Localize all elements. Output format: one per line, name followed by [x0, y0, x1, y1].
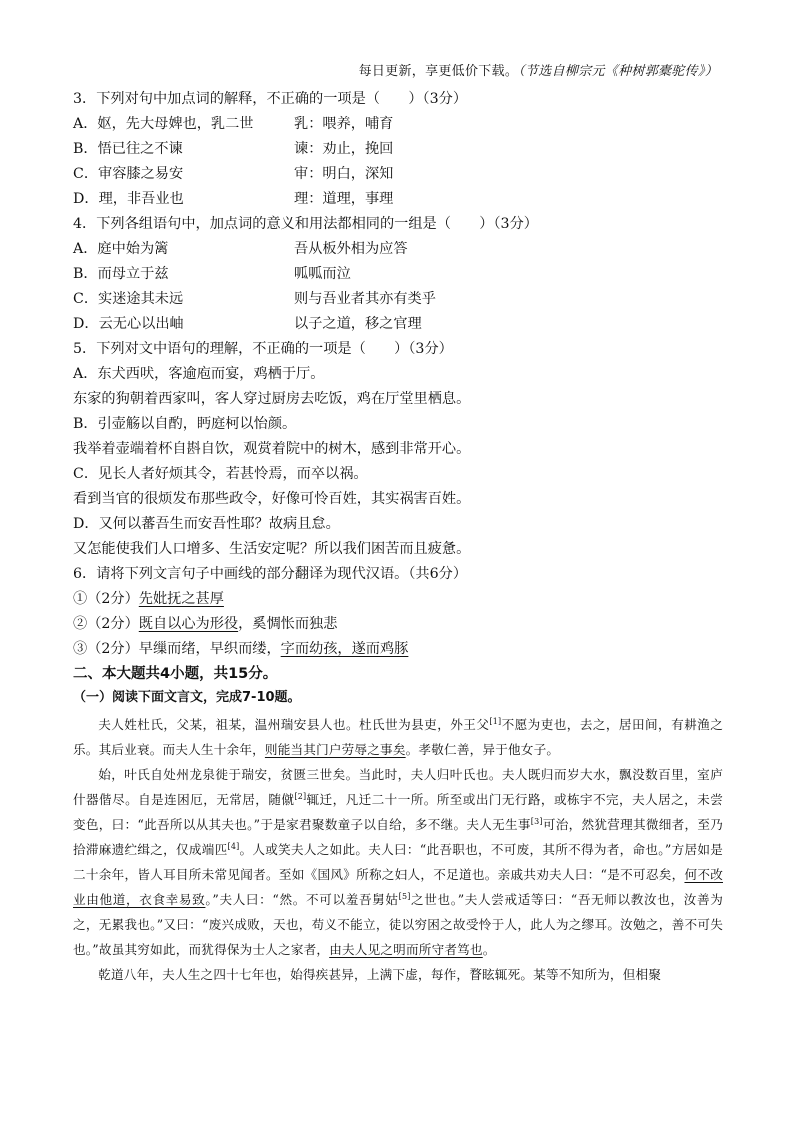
underlined-sentence-3: 由夫人见之明而所守者笃也 — [329, 942, 483, 957]
q3-stem: 3．下列对句中加点词的解释，不正确的一项是（ ）（3分） — [73, 91, 468, 107]
footnote-ref-3: [3] — [530, 817, 543, 826]
q5-option-d: D．又何以蕃吾生而安吾性耶？故病且怠。 — [73, 516, 340, 532]
q5-explanation-c: 看到当官的很烦发布那些政令，好像可怜百姓，其实祸害百姓。 — [73, 491, 471, 507]
footnote-ref-2: [2] — [294, 792, 307, 801]
q3-option-c: C．审容膝之易安 审：明白，深知 — [73, 166, 394, 182]
q5-explanation-b: 我举着壶端着杯自斟自饮，观赏着院中的树木，感到非常开心。 — [73, 441, 471, 457]
subsection-title: （一）阅读下面文言文，完成7-10题。 — [73, 690, 301, 705]
section-title: 二、本大题共4小题，共15分。 — [73, 666, 278, 682]
underlined-sentence-1: 则能当其门户劳辱之事矣 — [264, 742, 406, 757]
footnote-ref-1: [1] — [489, 717, 502, 726]
q4-option-b: B．而母立于兹 呱呱而泣 — [73, 266, 351, 282]
q4-option-d: D．云无心以出岫 以子之道，移之官理 — [73, 316, 422, 332]
q3-option-a: A．妪，先大母婢也，乳二世 乳：喂养，哺育 — [73, 116, 394, 132]
q3-option-b: B．悟已往之不谏 谏：劝止，挽回 — [73, 141, 394, 157]
q5-option-a: A．东犬西吠，客逾庖而宴，鸡栖于厅。 — [73, 366, 325, 382]
q5-explanation-a: 东家的狗朝着西家叫，客人穿过厨房去吃饭，鸡在厅堂里栖息。 — [73, 391, 471, 407]
footnote-ref-5: [5] — [398, 892, 411, 901]
footnote-ref-4: [4] — [227, 842, 240, 851]
header-source: （节选自柳宗元《种树郭橐驼传》） — [518, 64, 718, 79]
underlined-sentence-2: 何不改业由他道，衣食幸易致 — [73, 867, 723, 907]
q3-option-d: D．理，非吾业也 理：道理，事理 — [73, 191, 394, 207]
passage-paragraph-1: 夫人姓杜氏，父某，祖某，温州瑞安县人也。杜氏世为县吏，外王父[1]不愿为吏也，去之，居田间，有耕渔之乐。其后业衰。而夫人生十余年，则能当其门户劳辱之事矣。孝敬仁善，异于他女子。 — [73, 717, 724, 757]
q4-stem: 4．下列各组语句中，加点词的意义和用法都相同的一组是（ ）（3分） — [73, 216, 538, 232]
q6-item-1: ①（2分）先妣抚之甚厚 — [73, 591, 224, 607]
passage-paragraph-3: 乾道八年，夫人生之四十七年也，始得疾甚异，上满下虚，每作，瞀眩辄死。某等不知所为，但相聚 — [98, 967, 662, 982]
q4-option-a: A．庭中始为篱 吾从板外相为应答 — [73, 241, 408, 257]
q6-item-3: ③（2分）早缫而绪，早织而缕，字而幼孩，遂而鸡豚 — [73, 641, 409, 657]
page-header — [359, 60, 718, 79]
q4-option-c: C．实迷途其未远 则与吾业者其亦有类乎 — [73, 291, 436, 307]
header-text: 每日更新，享更低价下载。 — [358, 64, 519, 79]
q5-explanation-d: 又怎能使我们人口增多、生活安定呢？所以我们困苦而且疲惫。 — [73, 541, 471, 557]
q6-stem: 6．请将下列文言句子中画线的部分翻译为现代汉语。（共6分） — [73, 566, 468, 582]
q6-item-2: ②（2分）既自以心为形役，奚惆怅而独悲 — [73, 616, 338, 632]
passage-paragraph-2: 始，叶氏自处州龙泉徙于瑞安，贫匮三世矣。当此时，夫人归叶氏也。夫人既归而岁大水，飘没数百里，室庐什器偕尽。自是连困厄，无常居，随僦[2]辄迁，凡迁二十一所。所至或出门无行路，或栋宇不完，夫人居之，未尝变色，曰：“此吾所以从其夫也。”于是家君聚数童子以自给，多不继。夫人无生事[3]可治，然犹营理其微细者，至乃拾滞麻遗纻缉之，仅成端匹[4]。人或笑夫人之如此。夫人曰：“此吾职也，不可废，其所不得为者，命也。”方居如是二十余年，皆人耳目所未常见闻者。至如《国风》所称之妇人，不足道也。亲戚共劝夫人曰：“是不可忍矣，何不改业由他道，衣食幸易致。”夫人曰：“然。不可以羞吾舅姑[5]之世也。”夫人尝戒适等曰：“吾无师以教汝也，汝善为之，无累我也。”又曰：“废兴成败，天也，苟义不能立，徒以穷困之故受怜于人，此人为之缪耳。汝勉之，善不可失也。”故虽其穷如此，而犹得保为士人之家者，由夫人见之明而所守者笃也。 — [73, 767, 724, 957]
q5-stem: 5．下列对文中语句的理解，不正确的一项是（ ）（3分） — [73, 341, 453, 357]
q5-option-c: C．见长人者好烦其令，若甚怜焉，而卒以祸。 — [73, 466, 368, 482]
content — [73, 87, 723, 987]
passage — [73, 712, 723, 987]
q5-option-b: B．引壶觞以自酌，眄庭柯以怡颜。 — [73, 416, 297, 432]
